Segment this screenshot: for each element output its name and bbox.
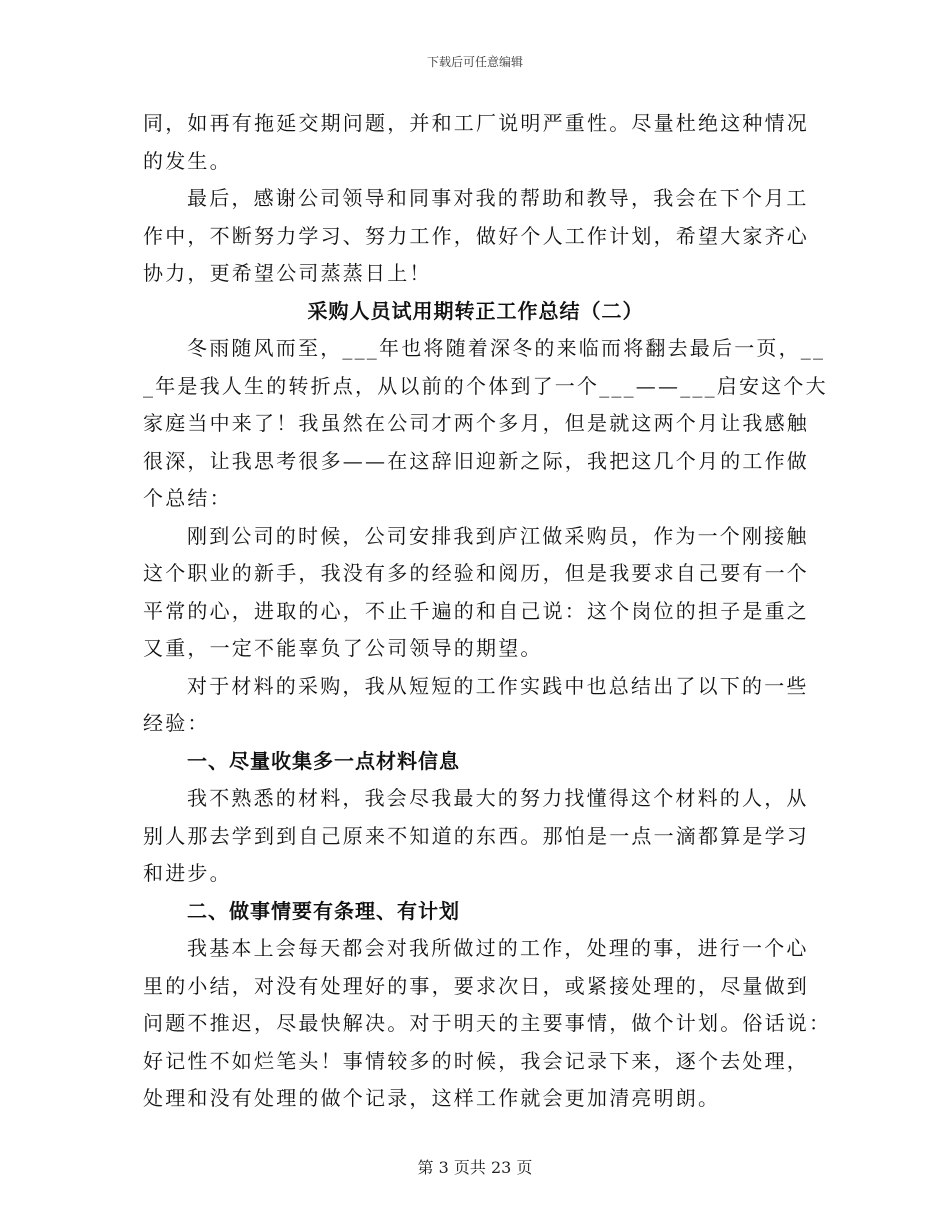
paragraph-start: 我不熟悉的材料，我会尽我最大的努力找懂得这个材料的人，从 (187, 786, 809, 810)
body-line: 家庭当中来了！我虽然在公司才两个多月，但是就这两个月让我感触 (143, 411, 809, 435)
paragraph-start: 刚到公司的时候，公司安排我到庐江做采购员，作为一个刚接触 (187, 523, 809, 548)
body-line: 好记性不如烂笔头！事情较多的时候，我会记录下来，逐个去处理， (143, 1048, 809, 1073)
body-line: 很深，让我思考很多——在这辞旧迎新之际，我把这几个月的工作做 (143, 448, 809, 473)
body-line: 别人那去学到到自己原来不知道的东西。那怕是一点一滴都算是学习 (143, 823, 809, 848)
body-line: _年是我人生的转折点，从以前的个体到了一个___——___启安这个大 (143, 373, 828, 398)
paragraph-start: 我基本上会每天都会对我所做过的工作，处理的事，进行一个心 (187, 936, 809, 960)
page-header: 下载后可任意编辑 (426, 55, 523, 69)
document-body (143, 105, 832, 1118)
body-line: 这个职业的新手，我没有多的经验和阅历，但是我要求自己要有一个 (143, 561, 809, 585)
body-line: 个总结： (143, 486, 232, 510)
body-line: 和进步。 (143, 861, 232, 885)
subheading: 一、尽量收集多一点材料信息 (187, 748, 460, 773)
body-line: 同，如再有拖延交期问题，并和工厂说明严重性。尽量杜绝这种情况 (143, 111, 809, 135)
body-line: 作中，不断努力学习、努力工作，做好个人工作计划，希望大家齐心 (143, 223, 809, 248)
body-line: 处理和没有处理的做个记录，这样工作就会更加清亮明朗。 (143, 1086, 721, 1110)
body-line: 里的小结，对没有处理好的事，要求次日，或紧接处理的，尽量做到 (143, 973, 809, 998)
paragraph-start: 冬雨随风而至，___年也将随着深冬的来临而将翻去最后一页，__ (187, 336, 826, 360)
paragraph-start: 最后，感谢公司领导和同事对我的帮助和教导，我会在下个月工 (187, 186, 809, 210)
page-number: 第 3 页共 23 页 (417, 1158, 533, 1177)
body-line: 问题不推迟，尽最快解决。对于明天的主要事情，做个计划。俗话说： (143, 1011, 832, 1035)
body-line: 经验： (143, 711, 210, 735)
body-line: 协力，更希望公司蒸蒸日上！ (143, 261, 432, 285)
body-line: 又重，一定不能辜负了公司领导的期望。 (143, 636, 543, 660)
body-line: 平常的心，进取的心，不止千遍的和自己说：这个岗位的担子是重之 (143, 598, 809, 623)
paragraph-start: 对于材料的采购，我从短短的工作实践中也总结出了以下的一些 (187, 673, 809, 698)
subheading: 二、做事情要有条理、有计划 (187, 898, 460, 923)
body-line: 的发生。 (143, 148, 232, 173)
section-title: 采购人员试用期转正工作总结（二） (307, 298, 644, 323)
